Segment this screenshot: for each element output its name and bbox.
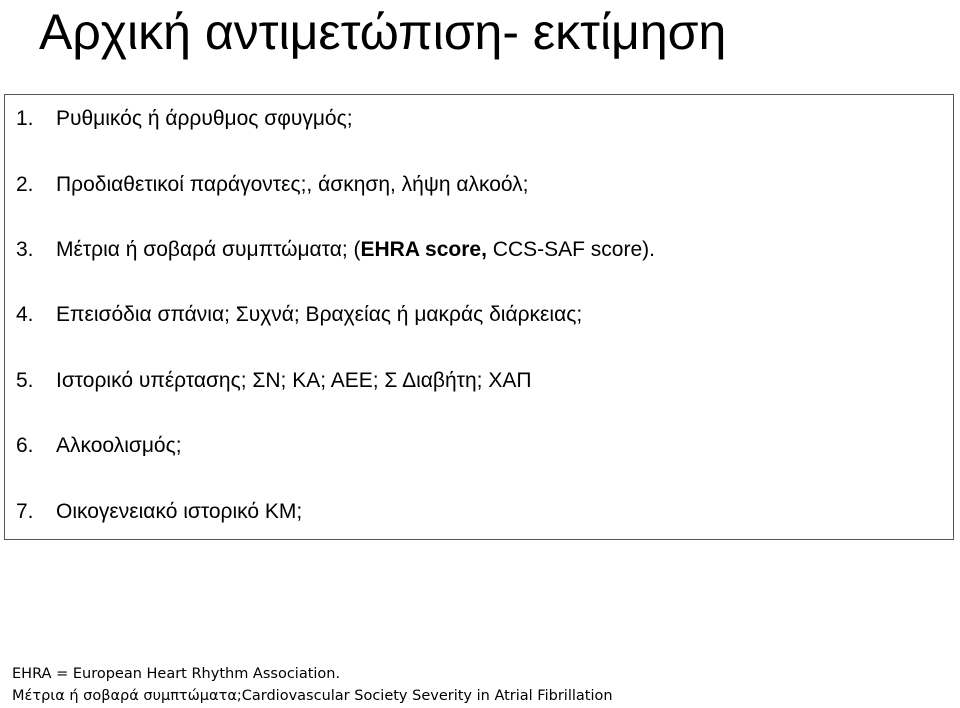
list-item-text: Οικογενειακό ιστορικό ΚΜ; [56, 500, 303, 523]
list-item-text: Μέτρια ή σοβαρά συμπτώματα; ( [56, 238, 361, 261]
list-item [16, 499, 302, 525]
list-item [16, 368, 532, 394]
list-item [16, 433, 182, 459]
list-item-bold-text: EHRA score, [360, 238, 487, 261]
list-item-number: 5. [16, 369, 34, 392]
question-list-box [4, 94, 954, 540]
list-item [16, 172, 529, 198]
list-item-text: Αλκοολισμός; [56, 434, 182, 457]
list-item-text: Προδιαθετικοί παράγοντες;, άσκηση, λήψη αλκοόλ; [56, 173, 529, 196]
list-item-number: 1. [16, 107, 34, 130]
list-item-text: Επεισόδια σπάνια; Συχνά; Βραχείας ή μακράς διάρκειας; [56, 303, 583, 326]
list-item-text: Ρυθμικός ή άρρυθμος σφυγμός; [56, 107, 353, 130]
footnote-ccs-saf: Μέτρια ή σοβαρά συμπτώματα;Cardiovascular Society Severity in Atrial Fibrillation [12, 688, 613, 704]
list-item-number: 4. [16, 303, 34, 326]
list-item-number: 3. [16, 238, 34, 261]
list-item-number: 7. [16, 500, 34, 523]
footnote-ehra: EHRA = European Heart Rhythm Association. [12, 666, 341, 682]
page-title: Αρχική αντιμετώπιση- εκτίμηση [39, 4, 727, 60]
list-item-number: 2. [16, 173, 34, 196]
list-item [16, 237, 655, 263]
list-item-text: Ιστορικό υπέρτασης; ΣΝ; ΚΑ; ΑΕΕ; Σ Διαβήτη; ΧΑΠ [56, 369, 532, 392]
list-item [16, 302, 582, 328]
list-item-text-after: CCS-SAF score). [486, 238, 655, 261]
list-item-number: 6. [16, 434, 34, 457]
list-item [16, 106, 353, 132]
